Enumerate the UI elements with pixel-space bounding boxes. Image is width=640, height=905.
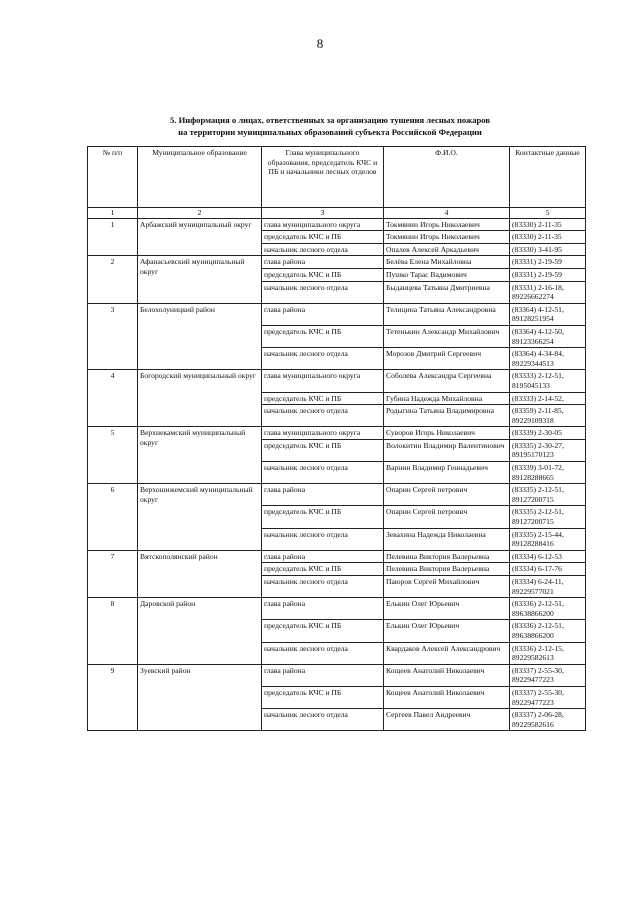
position-title: председатель КЧС и ПБ: [262, 563, 384, 576]
position-title: начальник лесного отдела: [262, 576, 384, 598]
table-row: [88, 664, 586, 686]
column-number-row: [88, 208, 586, 219]
person-full-name: Елькин Олег Юрьевич: [384, 598, 510, 620]
contact-phone: (83336) 2-12-51, 89638866200: [510, 598, 586, 620]
person-full-name: Телицина Татьяна Александровна: [384, 303, 510, 325]
person-full-name: Белёва Елена Михайловна: [384, 256, 510, 269]
contact-phone: (83334) 6-17-76: [510, 563, 586, 576]
contact-phone: (83331) 2-19-59: [510, 256, 586, 269]
position-title: председатель КЧС и ПБ: [262, 506, 384, 528]
contact-phone: (83330) 3-41-95: [510, 243, 586, 256]
page-number: 8: [316, 36, 324, 51]
position-title: глава района: [262, 256, 384, 269]
contact-phone: (83330) 2-11-35: [510, 231, 586, 244]
person-full-name: Родыгина Татьяна Владимировна: [384, 405, 510, 427]
position-title: начальник лесного отдела: [262, 528, 384, 550]
responsible-persons-table: [87, 146, 586, 731]
person-full-name: Кощеев Анатолий Николаевич: [384, 686, 510, 708]
person-full-name: Токмянин Игорь Николаевич: [384, 231, 510, 244]
contact-phone: (83331) 2-19-59: [510, 268, 586, 281]
person-full-name: Паюров Сергей Михайлович: [384, 576, 510, 598]
position-title: глава района: [262, 550, 384, 563]
contact-phone: (83364) 4-12-51, 89128251954: [510, 303, 586, 325]
position-title: председатель КЧС и ПБ: [262, 268, 384, 281]
person-full-name: Опарин Сергей петрович: [384, 484, 510, 506]
contact-phone: (83333) 2-12-51, 8195045133: [510, 370, 586, 392]
table-body: [88, 208, 586, 731]
contact-phone: (83364) 4-34-84, 89229344513: [510, 348, 586, 370]
heading-line-1: 5. Информация о лицах, ответственных за организацию тушения лесных пожаров: [169, 115, 491, 125]
contact-phone: (83333) 2-14-52,: [510, 392, 586, 405]
position-title: начальник лесного отдела: [262, 243, 384, 256]
municipality-name: Белохолуницкий район: [138, 303, 262, 370]
row-number: 7: [88, 550, 138, 597]
person-full-name: Пушко Тарас Вадимович: [384, 268, 510, 281]
column-number: 1: [88, 208, 138, 219]
position-title: начальник лесного отдела: [262, 348, 384, 370]
contact-phone: (83337) 2-55-30, 89229477223: [510, 664, 586, 686]
contact-phone: (83334) 6-12-53: [510, 550, 586, 563]
column-number: 5: [510, 208, 586, 219]
person-full-name: Токмянин Игорь Николаевич: [384, 218, 510, 231]
row-number: 8: [88, 598, 138, 665]
header-contacts: Контактные данные: [510, 147, 586, 208]
position-title: председатель КЧС и ПБ: [262, 439, 384, 461]
header-number: № п/п: [88, 147, 138, 208]
person-full-name: Сергеев Павел Андреевич: [384, 709, 510, 731]
person-full-name: Морозов Дмитрий Сергеевич: [384, 348, 510, 370]
municipality-name: Зуевский район: [138, 664, 262, 731]
column-number: 2: [138, 208, 262, 219]
position-title: глава района: [262, 664, 384, 686]
table-row: [88, 598, 586, 620]
person-full-name: Волокитин Владимир Валентинович: [384, 439, 510, 461]
row-number: 2: [88, 256, 138, 303]
table-row: [88, 484, 586, 506]
contact-phone: (83335) 2-30-27, 89195170123: [510, 439, 586, 461]
position-title: начальник лесного отдела: [262, 709, 384, 731]
row-number: 9: [88, 664, 138, 731]
person-full-name: Пелевина Виктория Валерьевна: [384, 550, 510, 563]
municipality-name: Верхнекамский муниципальный округ: [138, 427, 262, 484]
header-position: Глава муниципального образования, председатель КЧС и ПБ и начальники лесных отделов: [262, 147, 384, 208]
person-full-name: Соболева Александра Сергеевна: [384, 370, 510, 392]
contact-phone: (83334) 6-24-11, 89229577021: [510, 576, 586, 598]
position-title: начальник лесного отдела: [262, 405, 384, 427]
contact-phone: (83336) 2-12-51, 89638866200: [510, 620, 586, 642]
contact-phone: (83336) 2-12-15, 89229582613: [510, 642, 586, 664]
person-full-name: Квардаков Алексей Александрович: [384, 642, 510, 664]
contact-phone: (83335) 2-12-51, 89127200715: [510, 484, 586, 506]
position-title: председатель КЧС и ПБ: [262, 325, 384, 347]
municipality-name: Афанасьевский муниципальный округ: [138, 256, 262, 303]
contact-phone: (83337) 2-06-28, 89229582616: [510, 709, 586, 731]
position-title: начальник лесного отдела: [262, 281, 384, 303]
contact-phone: (83359) 2-11-85, 89229109318: [510, 405, 586, 427]
person-full-name: Губина Надежда Михайловна: [384, 392, 510, 405]
contact-phone: (83331) 2-16-18, 89226662274: [510, 281, 586, 303]
section-heading: [60, 114, 600, 138]
position-title: глава муниципального округа: [262, 370, 384, 392]
position-title: председатель КЧС и ПБ: [262, 686, 384, 708]
municipality-name: Верхошижемский муниципальный округ: [138, 484, 262, 551]
position-title: глава района: [262, 484, 384, 506]
header-full-name: Ф.И.О.: [384, 147, 510, 208]
row-number: 1: [88, 218, 138, 256]
table-row: [88, 303, 586, 325]
position-title: начальник лесного отдела: [262, 462, 384, 484]
table-header-row: [88, 147, 586, 208]
person-full-name: Варнин Владимир Геннадьевич: [384, 462, 510, 484]
column-number: 3: [262, 208, 384, 219]
contact-phone: (83339) 2-30-05: [510, 427, 586, 440]
column-number: 4: [384, 208, 510, 219]
person-full-name: Елькин Олег Юрьевич: [384, 620, 510, 642]
position-title: глава района: [262, 303, 384, 325]
heading-line-2: на территории муниципальных образований субъекта Российской Федерации: [178, 127, 482, 137]
person-full-name: Кощеев Анатолий Николаевич: [384, 664, 510, 686]
row-number: 6: [88, 484, 138, 551]
contact-phone: (83339) 3-01-72, 89128288665: [510, 462, 586, 484]
person-full-name: Зевахина Надежда Николаевна: [384, 528, 510, 550]
position-title: председатель КЧС и ПБ: [262, 392, 384, 405]
person-full-name: Опарин Сергей петрович: [384, 506, 510, 528]
person-full-name: Быданцева Татьяна Дмитриевна: [384, 281, 510, 303]
table-row: [88, 256, 586, 269]
person-full-name: Опалев Алексей Аркадьевич: [384, 243, 510, 256]
contact-phone: (83364) 4-12-50, 89123366254: [510, 325, 586, 347]
row-number: 3: [88, 303, 138, 370]
municipality-name: Вятскополянский район: [138, 550, 262, 597]
contact-phone: (83330) 2-11-35: [510, 218, 586, 231]
position-title: глава муниципального округа: [262, 427, 384, 440]
row-number: 5: [88, 427, 138, 484]
table-row: [88, 218, 586, 231]
table-row: [88, 550, 586, 563]
contact-phone: (83335) 2-12-51, 89127200715: [510, 506, 586, 528]
municipality-name: Арбажский муниципальный округ: [138, 218, 262, 256]
position-title: председатель КЧС и ПБ: [262, 620, 384, 642]
position-title: глава муниципального округа: [262, 218, 384, 231]
position-title: глава района: [262, 598, 384, 620]
municipality-name: Богородский муниципальный округ: [138, 370, 262, 427]
row-number: 4: [88, 370, 138, 427]
table-row: [88, 427, 586, 440]
contact-phone: (83335) 2-15-44, 89128288416: [510, 528, 586, 550]
table-row: [88, 370, 586, 392]
person-full-name: Суворов Игорь Николаевич: [384, 427, 510, 440]
position-title: начальник лесного отдела: [262, 642, 384, 664]
header-municipality: Муниципальное образование: [138, 147, 262, 208]
person-full-name: Тетенькин Александр Михайлович: [384, 325, 510, 347]
position-title: председатель КЧС и ПБ: [262, 231, 384, 244]
person-full-name: Пелевина Виктория Валерьевна: [384, 563, 510, 576]
municipality-name: Даровской район: [138, 598, 262, 665]
contact-phone: (83337) 2-55-30, 89229477223: [510, 686, 586, 708]
